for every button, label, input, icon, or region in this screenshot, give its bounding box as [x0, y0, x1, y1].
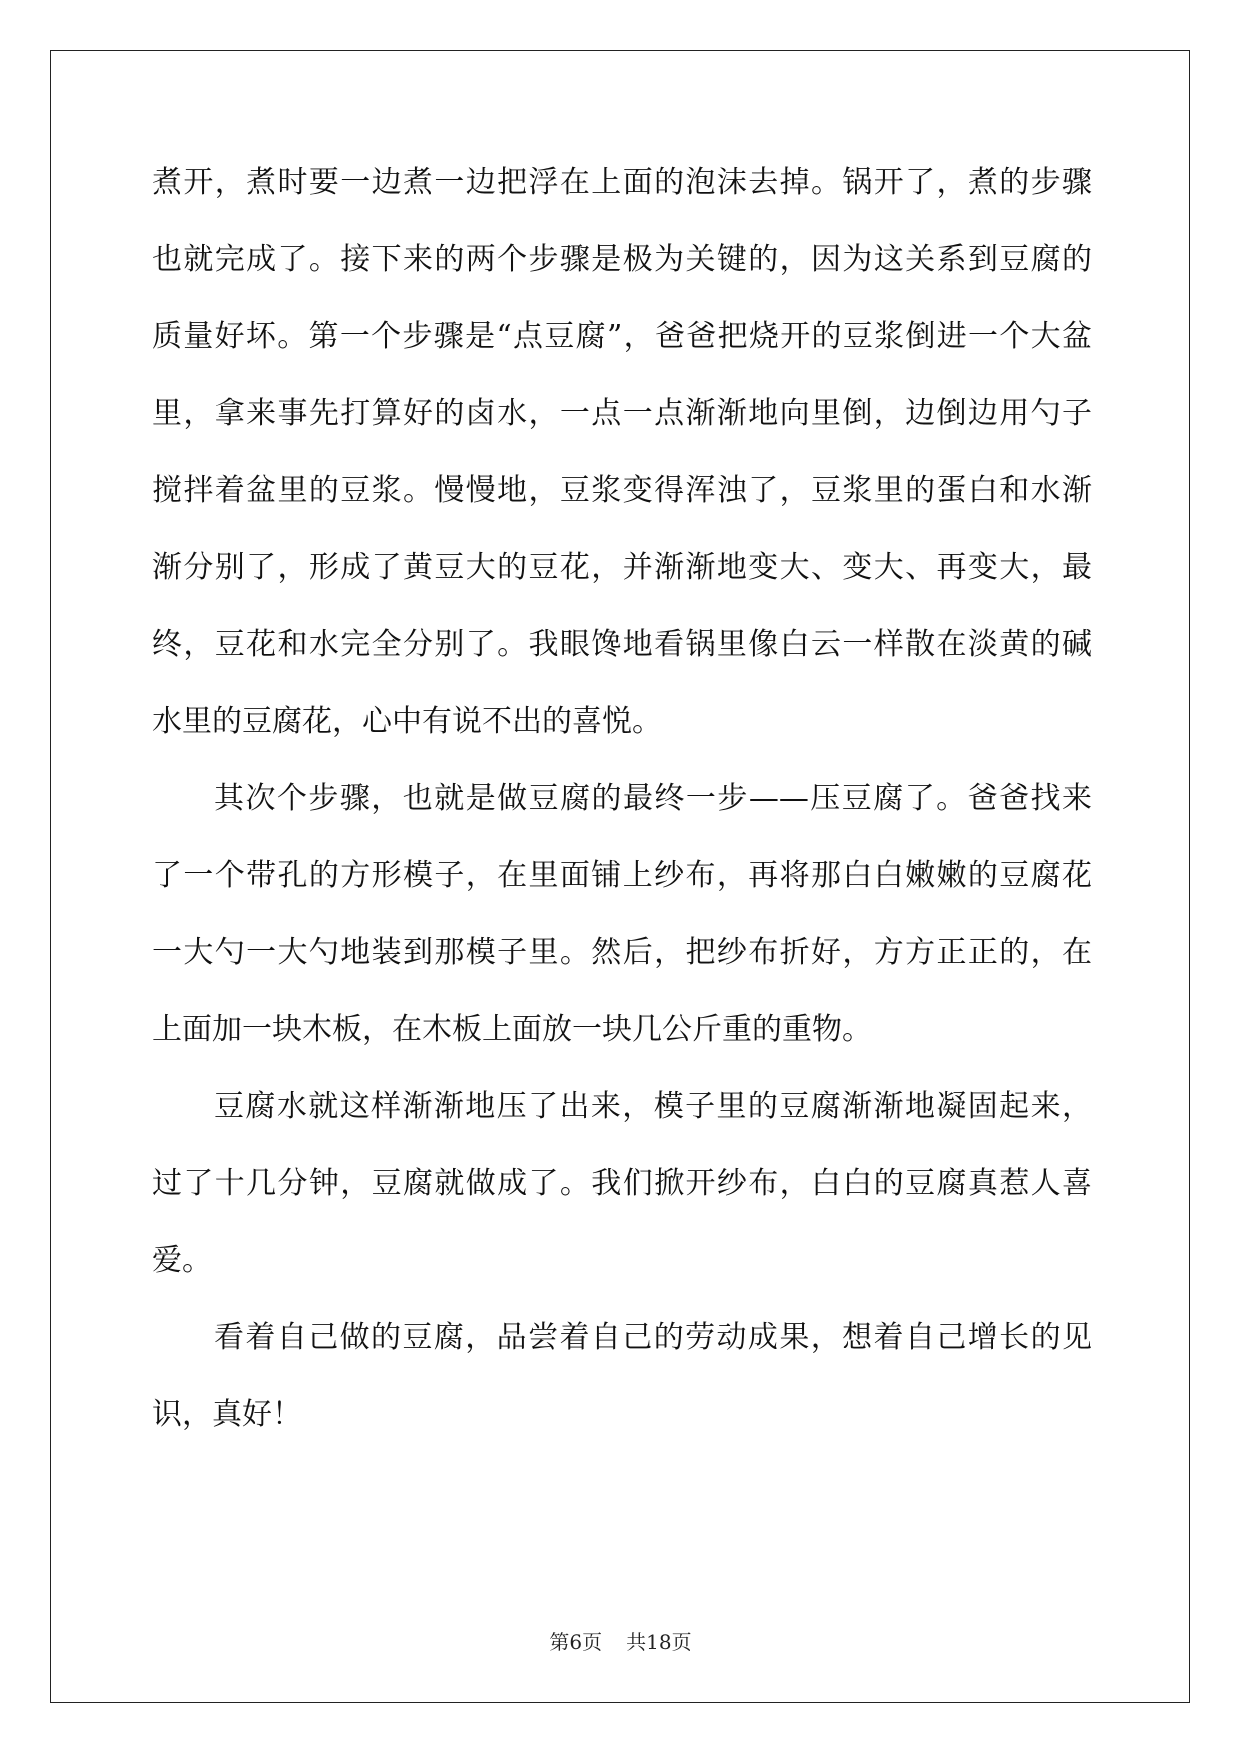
text-line: 识，真好！	[152, 1397, 302, 1432]
text-line: 终，豆花和水完全分别了。我眼馋地看锅里像白云一样散在淡黄的碱	[152, 627, 1092, 662]
text-line: 一大勺一大勺地装到那模子里。然后，把纱布折好，方方正正的，在	[152, 935, 1092, 970]
text-line: 过了十几分钟，豆腐就做成了。我们掀开纱布，白白的豆腐真惹人喜	[152, 1166, 1092, 1201]
text-line: 水里的豆腐花，心中有说不出的喜悦。	[152, 704, 662, 739]
text-line: 了一个带孔的方形模子，在里面铺上纱布，再将那白白嫩嫩的豆腐花	[152, 858, 1092, 893]
text-line: 也就完成了。接下来的两个步骤是极为关键的，因为这关系到豆腐的	[152, 242, 1092, 277]
text-line: 豆腐水就这样渐渐地压了出来，模子里的豆腐渐渐地凝固起来，	[214, 1089, 1092, 1124]
text-line: 看着自己做的豆腐，品尝着自己的劳动成果，想着自己增长的见	[214, 1320, 1092, 1355]
page-number: 第6页	[549, 1630, 603, 1654]
text-line: 搅拌着盆里的豆浆。慢慢地，豆浆变得浑浊了，豆浆里的蛋白和水渐	[152, 473, 1092, 508]
document-body	[152, 160, 1092, 1469]
text-line: 里，拿来事先打算好的卤水，一点一点渐渐地向里倒，边倒边用勺子	[152, 396, 1092, 431]
page-total: 共18页	[626, 1630, 692, 1654]
text-line: 其次个步骤，也就是做豆腐的最终一步——压豆腐了。爸爸找来	[214, 781, 1092, 816]
text-line: 渐分别了，形成了黄豆大的豆花，并渐渐地变大、变大、再变大，最	[152, 550, 1092, 585]
text-line: 爱。	[152, 1243, 212, 1278]
page-footer	[0, 1629, 1241, 1655]
text-line: 上面加一块木板，在木板上面放一块几公斤重的重物。	[152, 1012, 872, 1047]
text-line: 煮开，煮时要一边煮一边把浮在上面的泡沫去掉。锅开了，煮的步骤	[152, 165, 1092, 200]
text-line: 质量好坏。第一个步骤是“点豆腐”，爸爸把烧开的豆浆倒进一个大盆	[152, 319, 1092, 354]
